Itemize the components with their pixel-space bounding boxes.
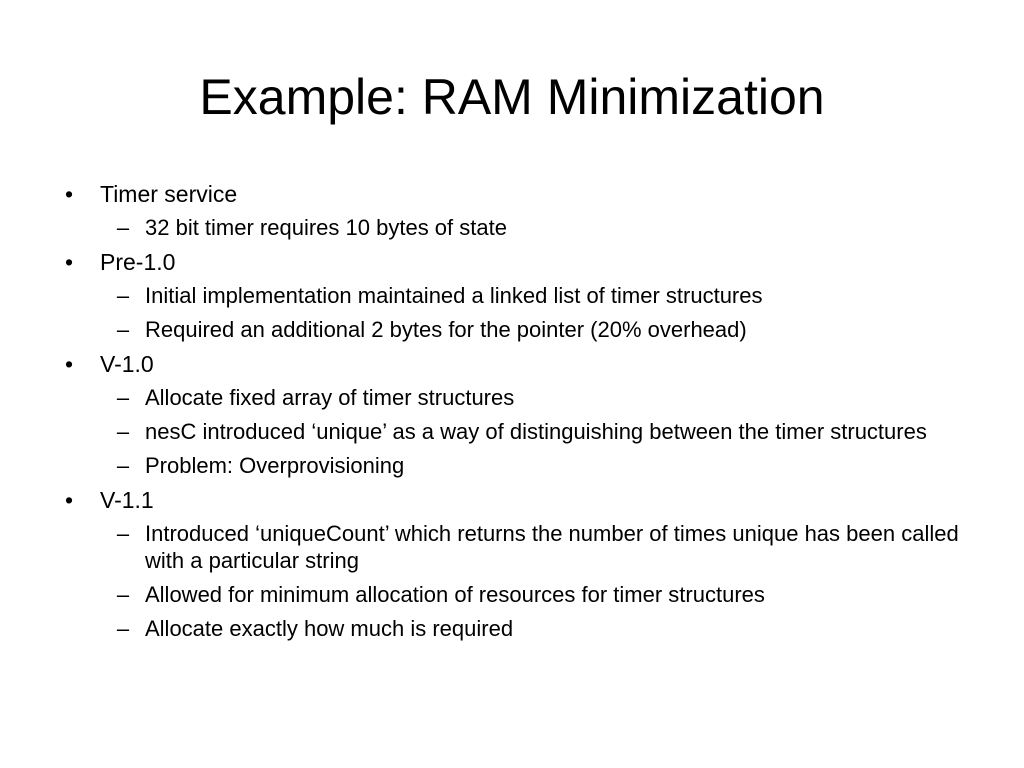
sub-bullet-marker: – — [116, 616, 130, 641]
sub-bullet-item — [58, 418, 968, 445]
bullet-marker: • — [64, 487, 74, 513]
bullet-marker: • — [64, 249, 74, 275]
sub-bullet-text: Allocate exactly how much is required — [145, 616, 514, 641]
bullet-item — [58, 248, 968, 276]
sub-bullet-text: Allowed for minimum allocation of resources for timer structures — [145, 582, 765, 607]
sub-bullet-item — [58, 452, 968, 479]
sub-bullet-text: Required an additional 2 bytes for the pointer (20% overhead) — [145, 317, 747, 342]
sub-bullet-item — [58, 384, 968, 411]
sub-bullet-marker: – — [116, 453, 130, 478]
sub-bullet-item — [58, 316, 968, 343]
sub-bullet-marker: – — [116, 215, 130, 240]
sub-bullet-marker: – — [116, 283, 130, 308]
sub-bullet-marker: – — [116, 521, 130, 546]
sub-bullet-text: Problem: Overprovisioning — [145, 453, 405, 478]
bullet-list — [58, 180, 968, 649]
bullet-text: Timer service — [100, 181, 238, 207]
bullet-item — [58, 486, 968, 514]
sub-bullet-text: Introduced ‘uniqueCount’ which returns the number of times unique has been called with a particular string — [145, 521, 959, 573]
sub-bullet-text: Allocate fixed array of timer structures — [145, 385, 515, 410]
bullet-item — [58, 350, 968, 378]
bullet-text: Pre-1.0 — [100, 249, 176, 275]
sub-bullet-marker: – — [116, 317, 130, 342]
sub-bullet-item — [58, 214, 968, 241]
bullet-item — [58, 180, 968, 208]
bullet-marker: • — [64, 181, 74, 207]
sub-bullet-item — [58, 282, 968, 309]
bullet-marker: • — [64, 351, 74, 377]
sub-bullet-item — [58, 615, 968, 642]
sub-bullet-item — [58, 520, 968, 574]
slide-title: Example: RAM Minimization — [199, 69, 825, 125]
sub-bullet-text: Initial implementation maintained a linked list of timer structures — [145, 283, 763, 308]
sub-bullet-text: nesC introduced ‘unique’ as a way of distinguishing between the timer structures — [145, 419, 927, 444]
sub-bullet-marker: – — [116, 385, 130, 410]
bullet-text: V-1.1 — [100, 487, 154, 513]
sub-bullet-marker: – — [116, 419, 130, 444]
sub-bullet-item — [58, 581, 968, 608]
bullet-text: V-1.0 — [100, 351, 154, 377]
sub-bullet-marker: – — [116, 582, 130, 607]
sub-bullet-text: 32 bit timer requires 10 bytes of state — [145, 215, 507, 240]
